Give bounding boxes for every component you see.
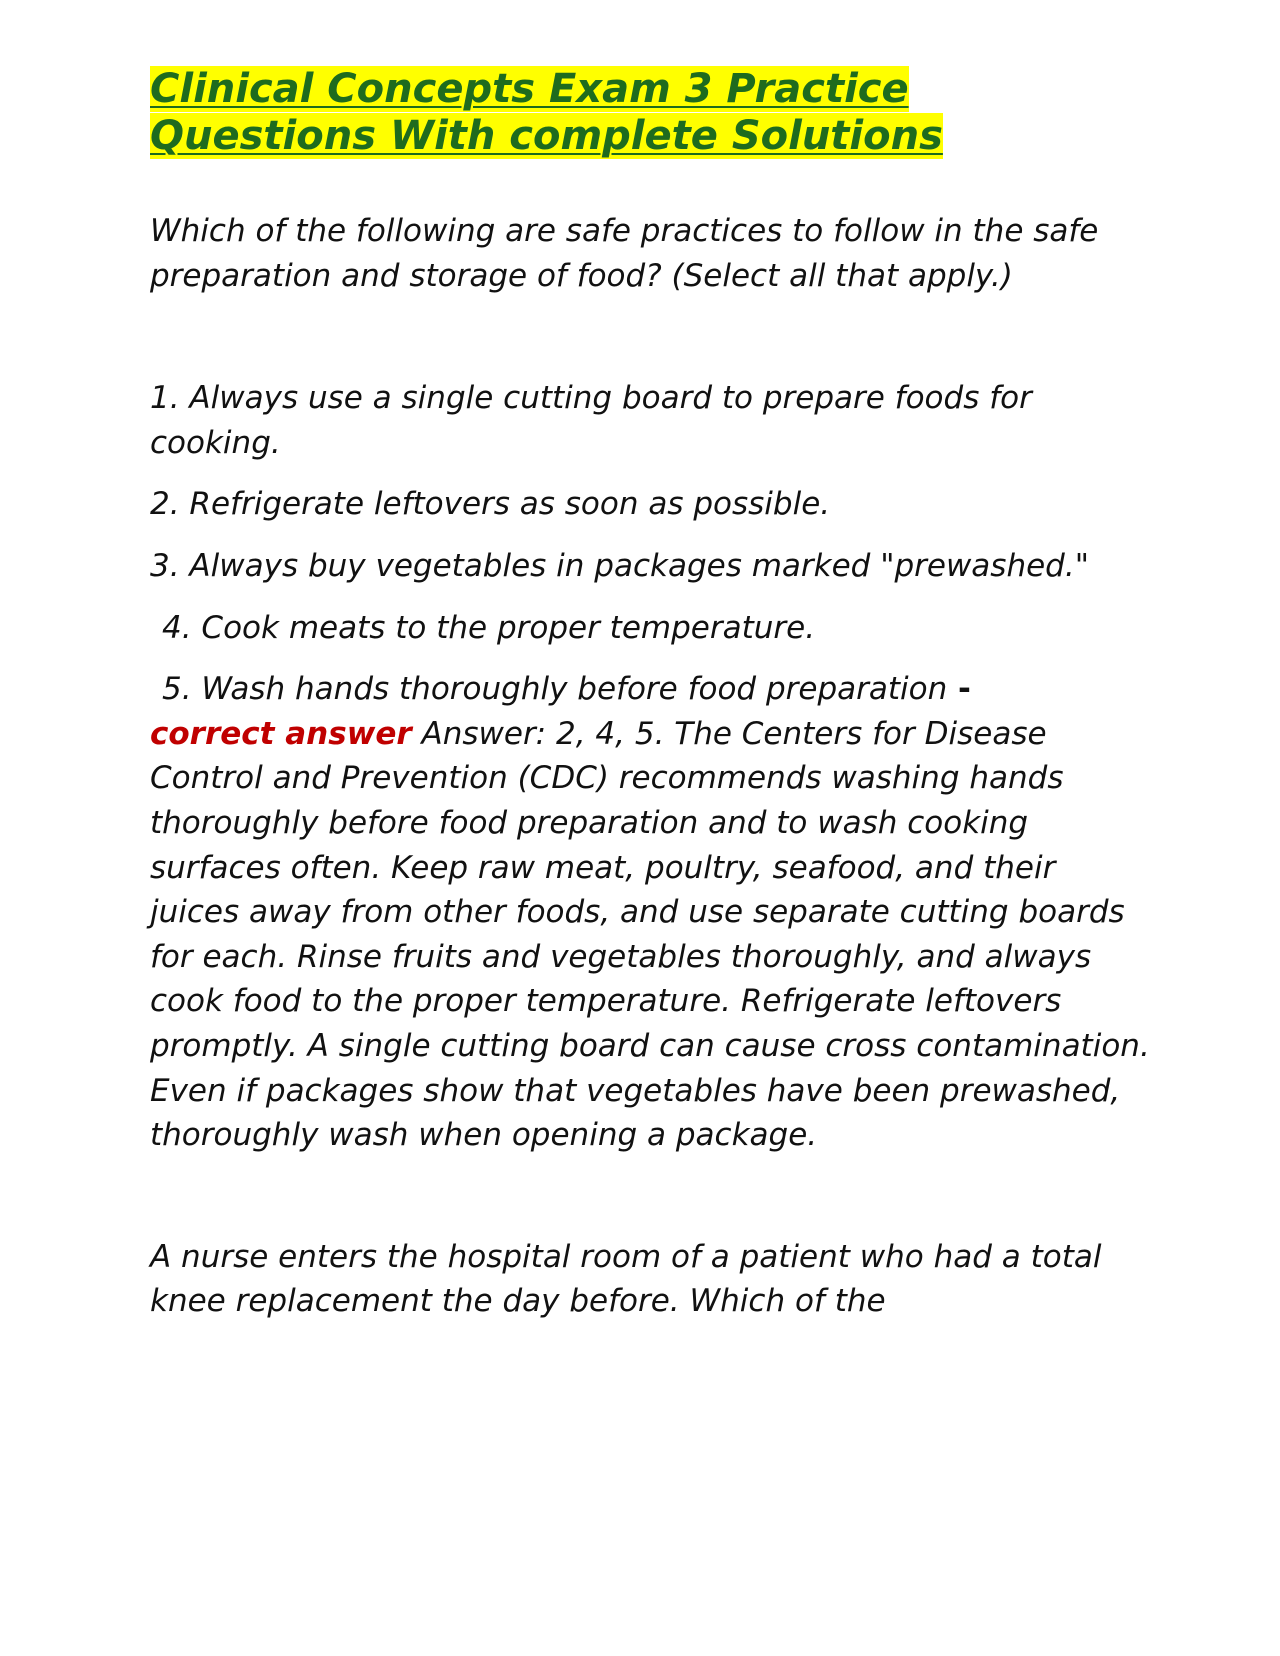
question-1-option-2: 2. Refrigerate leftovers as soon as possible. <box>150 486 831 523</box>
title-line-1: Clinical Concepts Exam 3 Practice <box>150 66 909 112</box>
question-1-answer-block <box>150 667 1150 1158</box>
document-title <box>150 66 1150 160</box>
title-line-2: Questions With complete Solutions <box>150 113 943 159</box>
question-1-option-5: 5. Wash hands thoroughly before food preparation <box>162 671 948 708</box>
document-page <box>150 66 1150 1324</box>
question-2-text: A nurse enters the hospital room of a patient who had a total knee replacement the day before. Which of the <box>150 1238 1102 1320</box>
question-1-option-4: 4. Cook meats to the proper temperature. <box>162 609 816 646</box>
answer-dash: - <box>947 671 971 708</box>
question-1-text: Which of the following are safe practices to follow in the safe preparation and storage of food? (Select all that apply.) <box>150 213 1099 294</box>
question-1-option-1: 1. Always use a single cutting board to prepare foods for cooking. <box>150 380 1032 461</box>
answer-explanation: Answer: 2, 4, 5. The Centers for Disease Control and Prevention (CDC) recommends washing hands thoroughly before food preparation and to wash cooking surfaces often. Keep raw meat, poultry, seafood, and their juices away from other foods, and use separate cutting boards for each. Rinse fruits and vegetables thoroughly, and always cook food to the proper temperature. Refrigerate leftovers promptly. A single cutting board can cause cross contamination. Even if packages show that vegetables have been prewashed, thoroughly wash when opening a package. <box>150 715 1150 1154</box>
correct-answer-label: correct answer <box>150 715 412 752</box>
question-1-option-3: 3. Always buy vegetables in packages marked "prewashed." <box>150 547 1089 584</box>
